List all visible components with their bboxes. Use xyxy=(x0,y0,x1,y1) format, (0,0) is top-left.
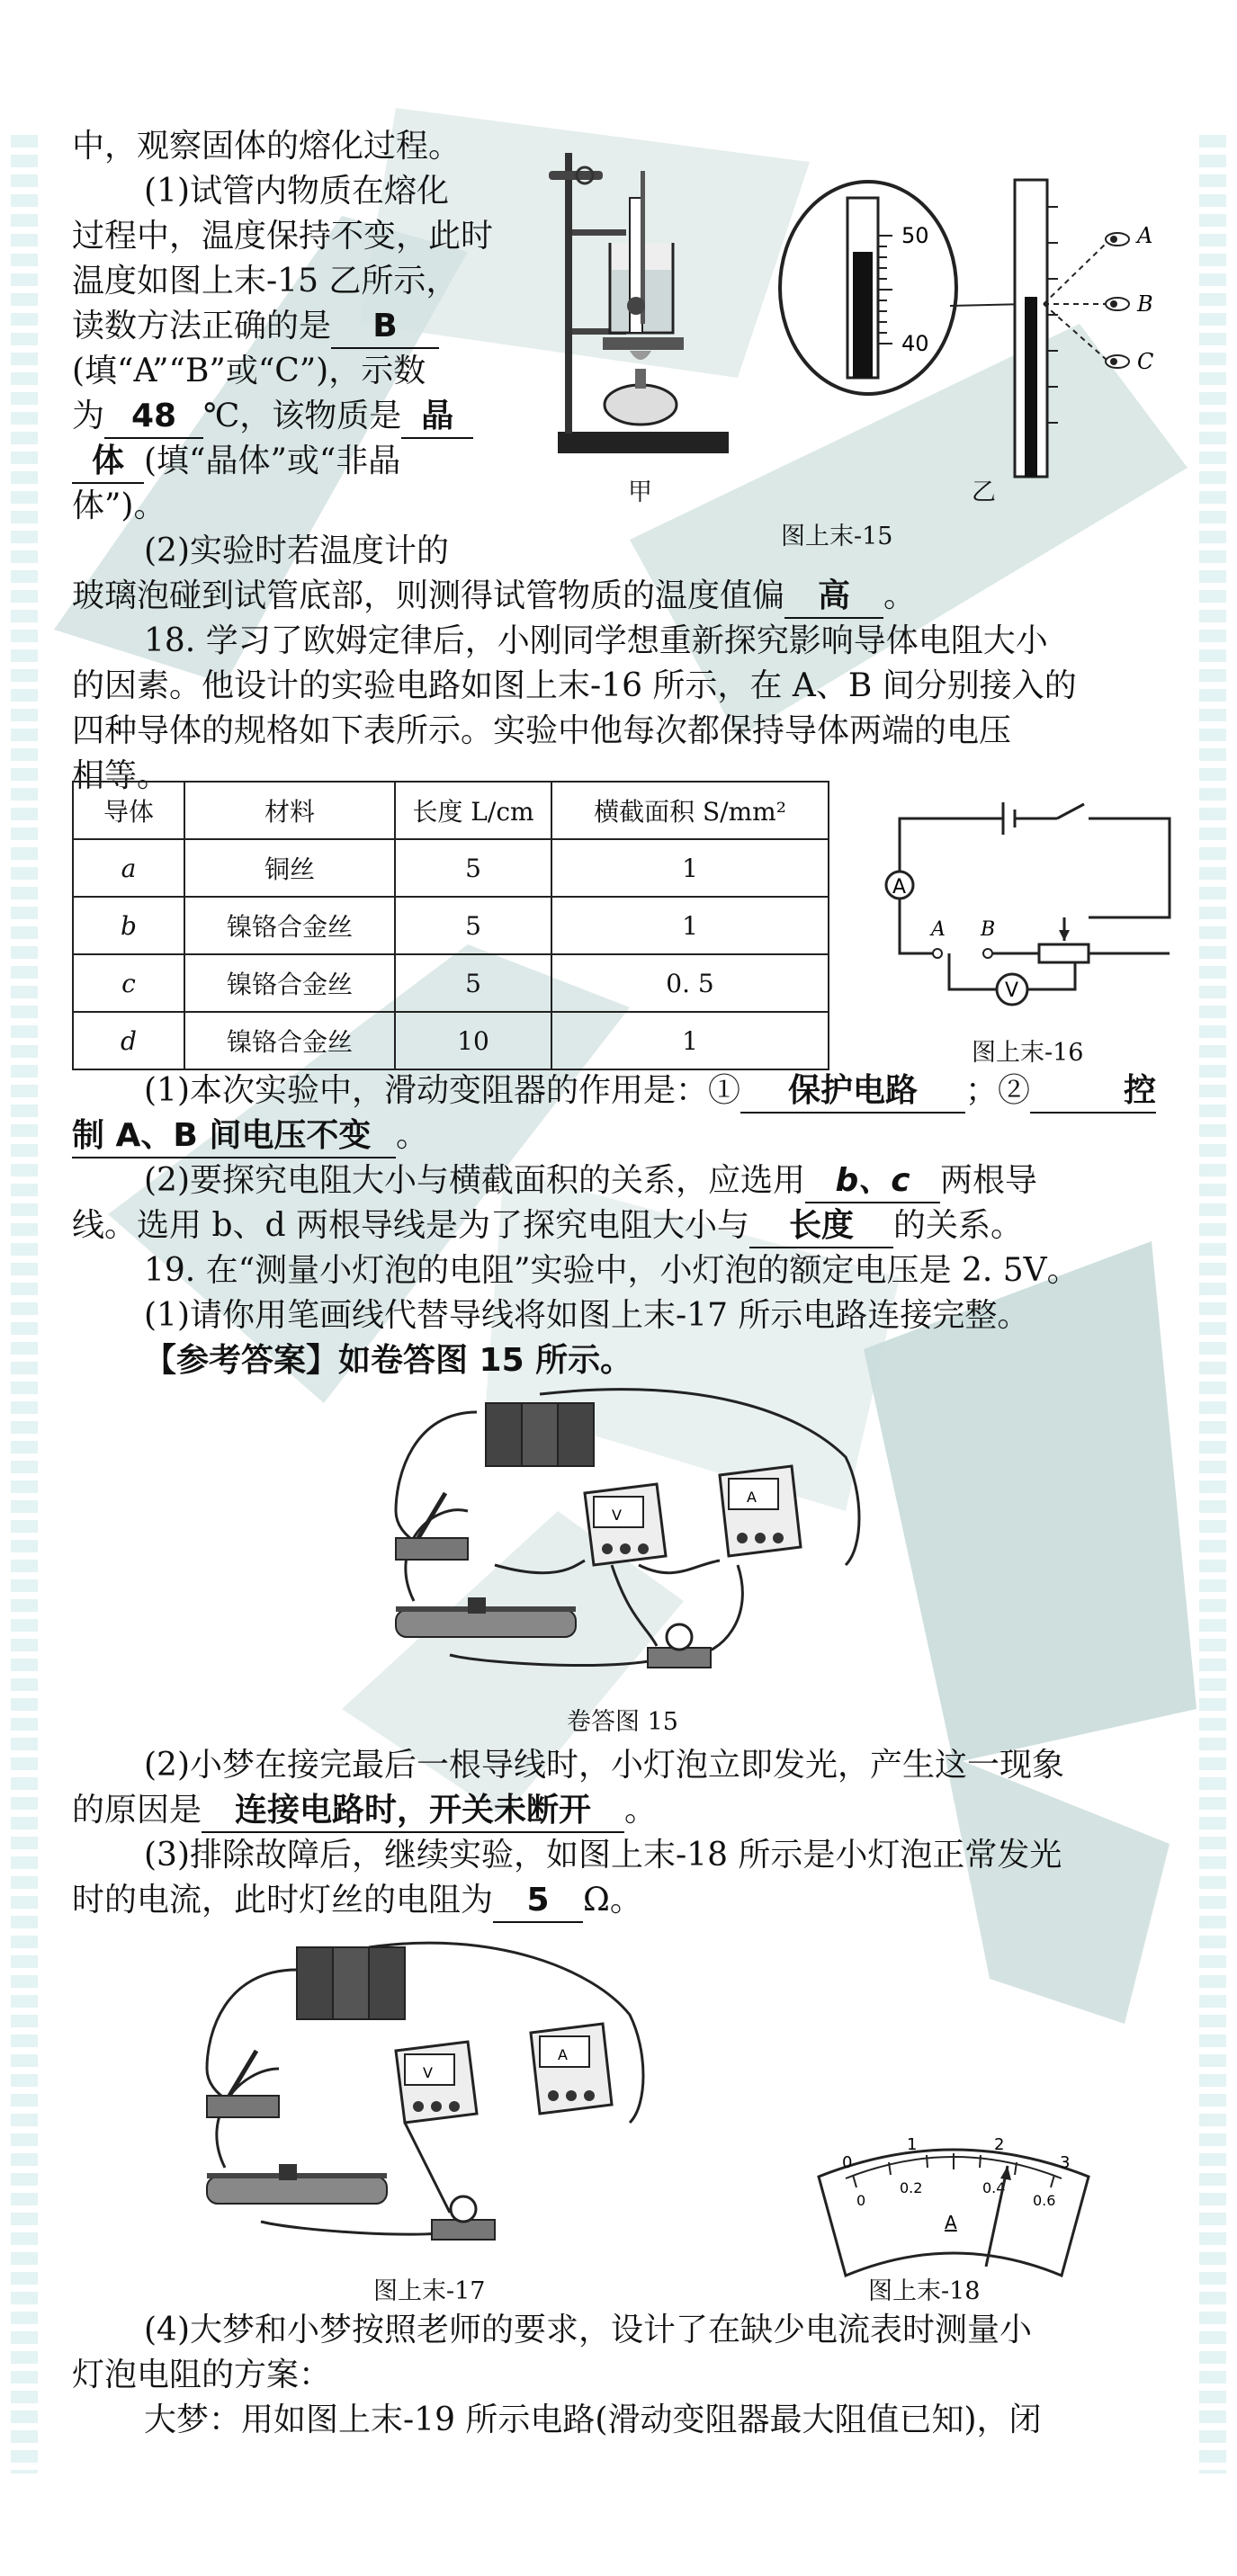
voltmeter-symbol: V xyxy=(1005,979,1019,1002)
figure-15-jia-apparatus xyxy=(540,135,738,459)
dial-unit-label: A xyxy=(945,2212,957,2233)
p19-line1: 19. 在“测量小灯泡的电阻”实验中，小灯泡的额定电压是 2. 5V。 xyxy=(144,1252,1080,1289)
figure-15-caption: 图上末-15 xyxy=(781,523,893,550)
table-header-row xyxy=(73,782,829,839)
table-header-cell: 导体 xyxy=(73,782,184,839)
dial-outer-2: 2 xyxy=(994,2135,1005,2154)
figure-18-caption: 图上末-18 xyxy=(868,2277,981,2305)
table-header-cell: 长度 L/cm xyxy=(395,782,551,839)
battery-icon xyxy=(297,1947,405,2019)
figure-16-circuit xyxy=(882,792,1188,1025)
p18-line4: 相等。 xyxy=(72,757,170,794)
right-decorative-border xyxy=(1199,135,1226,2473)
thermo-label-40: 40 xyxy=(901,331,929,356)
bulb-icon xyxy=(432,2196,495,2240)
dial-outer-1: 1 xyxy=(907,2135,918,2154)
p18-q2-line1: (2)要探究电阻大小与横截面积的关系，应选用 b、c 两根导 xyxy=(144,1160,1037,1203)
answer-blank-bc: b、c xyxy=(805,1160,940,1203)
table-cell: 铜丝 xyxy=(184,839,395,897)
answer-blank-resistance: 5 xyxy=(493,1880,583,1923)
figure-18-ammeter-dial xyxy=(810,2123,1098,2285)
answer-blank-control-b: 制 A、B 间电压不变 xyxy=(72,1115,396,1158)
p19-q1: (1)请你用笔画线代替导线将如图上末-17 所示电路连接完整。 xyxy=(144,1297,1030,1334)
p19-q4-line2: 灯泡电阻的方案： xyxy=(72,2357,332,2393)
circuit-label-a: A xyxy=(931,918,946,941)
p19-reference-answer: 【参考答案】如卷答图 15 所示。 xyxy=(144,1342,633,1379)
eye-icon-a xyxy=(1106,233,1129,246)
figure-17-caption: 图上末-17 xyxy=(373,2277,486,2305)
voltmeter-face-label: V xyxy=(612,1507,622,1524)
figure-15-yi-thermometer xyxy=(774,153,1188,477)
voltmeter-icon xyxy=(585,1484,666,1565)
dial-outer-0: 0 xyxy=(842,2153,853,2172)
answer-blank-switch-reason: 连接电路时，开关未断开 xyxy=(202,1790,624,1833)
table-cell: 镍铬合金丝 xyxy=(184,954,395,1012)
left-decorative-border xyxy=(11,135,38,2473)
voltmeter-icon xyxy=(396,2042,477,2123)
bulb-icon xyxy=(648,1624,711,1668)
p17-q1-line1: (1)试管内物质在熔化 xyxy=(144,173,449,210)
answer-blank-length: 长度 xyxy=(749,1205,893,1248)
ammeter-face-label: A xyxy=(558,2046,568,2063)
table-row xyxy=(73,839,829,897)
p17-q2-line1: (2)实验时若温度计的 xyxy=(144,532,449,569)
p17-q1-line8: 体”)。 xyxy=(72,487,166,524)
table-row xyxy=(73,1012,829,1069)
table-header-cell: 横截面积 S/mm² xyxy=(551,782,829,839)
table-row xyxy=(73,954,829,1012)
table-cell: a xyxy=(73,839,184,897)
eye-label-c: C xyxy=(1137,349,1154,374)
p17-q1-line7: 体 (填“晶体”或“非晶 xyxy=(72,441,400,484)
rheostat-icon xyxy=(396,1597,576,1637)
table-cell: 5 xyxy=(395,897,551,954)
table-cell: 1 xyxy=(551,1012,829,1069)
answer-blank-type-a: 晶 xyxy=(401,396,473,439)
dial-inner-2: 0.4 xyxy=(982,2179,1006,2196)
rheostat-icon xyxy=(207,2164,387,2204)
p17-q1-line5: (填“A”“B”或“C”)，示数 xyxy=(72,353,426,389)
figure-17-apparatus xyxy=(189,1934,675,2267)
table-cell: c xyxy=(73,954,184,1012)
p18-q1-line2: 制 A、B 间电压不变 。 xyxy=(72,1115,428,1158)
p19-q3-line2: 时的电流，此时灯丝的电阻为 5 Ω。 xyxy=(72,1880,642,1923)
conductor-spec-table xyxy=(72,781,829,1070)
battery-icon xyxy=(486,1403,594,1466)
ammeter-icon xyxy=(531,2024,612,2114)
table-cell: 5 xyxy=(395,839,551,897)
eye-icon-b xyxy=(1106,298,1129,310)
p18-q2-line2: 线。选用 b、d 两根导线是为了探究电阻大小与 长度 的关系。 xyxy=(72,1205,1023,1248)
table-cell: 10 xyxy=(395,1012,551,1069)
p18-q1-line1: (1)本次实验中，滑动变阻器的作用是：① 保护电路 ；② 控 xyxy=(144,1070,1156,1114)
p17-q1-line6: 为 48 ℃，该物质是 晶 xyxy=(72,396,473,439)
table-cell: d xyxy=(73,1012,184,1069)
answer-blank-protect: 保护电路 xyxy=(740,1070,965,1114)
ammeter-face-label: A xyxy=(747,1489,757,1506)
answer-blank-method: B xyxy=(331,306,439,349)
p18-line2: 的因素。他设计的实验电路如图上末-16 所示，在 A、B 间分别接入的 xyxy=(72,667,1077,704)
p19-q2-line2: 的原因是 连接电路时，开关未断开 。 xyxy=(72,1790,657,1833)
p18-line3: 四种导体的规格如下表所示。实验中他每次都保持导体两端的电压 xyxy=(72,712,1012,749)
eye-label-a: A xyxy=(1137,223,1153,248)
answer-figure-15-caption: 卷答图 15 xyxy=(567,1708,678,1736)
answer-blank-higher: 高 xyxy=(784,576,883,619)
figure-15-yi-label: 乙 xyxy=(972,479,996,506)
eye-label-b: B xyxy=(1137,291,1153,317)
thermo-label-50: 50 xyxy=(901,223,929,248)
ammeter-icon xyxy=(720,1466,801,1556)
p17-q1-line2: 过程中，温度保持不变，此时 xyxy=(72,218,494,255)
table-cell: 1 xyxy=(551,897,829,954)
eye-icon-c xyxy=(1106,355,1129,368)
table-cell: 镍铬合金丝 xyxy=(184,1012,395,1069)
answer-blank-control-a: 控 xyxy=(1030,1070,1156,1114)
table-row xyxy=(73,897,829,954)
switch-icon xyxy=(396,1493,468,1560)
p17-q1-line3: 温度如图上末-15 乙所示， xyxy=(72,263,459,300)
table-cell: 镍铬合金丝 xyxy=(184,897,395,954)
table-cell: 0. 5 xyxy=(551,954,829,1012)
dial-outer-3: 3 xyxy=(1060,2153,1071,2172)
ammeter-symbol: A xyxy=(892,876,907,899)
p17-q1-line4: 读数方法正确的是 B xyxy=(72,306,439,349)
p19-q3-line1: (3)排除故障后，继续实验，如图上末-18 所示是小灯泡正常发光 xyxy=(144,1837,1062,1874)
p18-line1: 18. 学习了欧姆定律后，小刚同学想重新探究影响导体电阻大小 xyxy=(144,622,1048,659)
figure-16-caption: 图上末-16 xyxy=(972,1039,1084,1067)
dial-inner-3: 0.6 xyxy=(1033,2192,1056,2209)
dial-inner-1: 0.2 xyxy=(900,2179,923,2196)
table-cell: 5 xyxy=(395,954,551,1012)
table-header-cell: 材料 xyxy=(184,782,395,839)
table-cell: b xyxy=(73,897,184,954)
p19-q4-line1: (4)大梦和小梦按照老师的要求，设计了在缺少电流表时测量小 xyxy=(144,2312,1032,2348)
p17-line0: 中，观察固体的熔化过程。 xyxy=(72,128,462,165)
circuit-label-b: B xyxy=(981,918,996,941)
p17-q2-line2: 玻璃泡碰到试管底部，则测得试管物质的温度值偏 高 。 xyxy=(72,576,916,619)
answer-blank-temp: 48 xyxy=(104,396,203,439)
table-cell: 1 xyxy=(551,839,829,897)
dial-inner-0: 0 xyxy=(856,2192,866,2209)
figure-15-jia-label: 甲 xyxy=(628,479,652,506)
voltmeter-face-label: V xyxy=(423,2064,433,2081)
p19-q2-line1: (2)小梦在接完最后一根导线时，小灯泡立即发光，产生这一现象 xyxy=(144,1747,1064,1784)
answer-figure-15-apparatus xyxy=(378,1385,882,1700)
answer-blank-type-b: 体 xyxy=(72,441,144,484)
p19-q4-line3: 大梦：用如图上末-19 所示电路(滑动变阻器最大阻值已知)，闭 xyxy=(144,2402,1042,2438)
